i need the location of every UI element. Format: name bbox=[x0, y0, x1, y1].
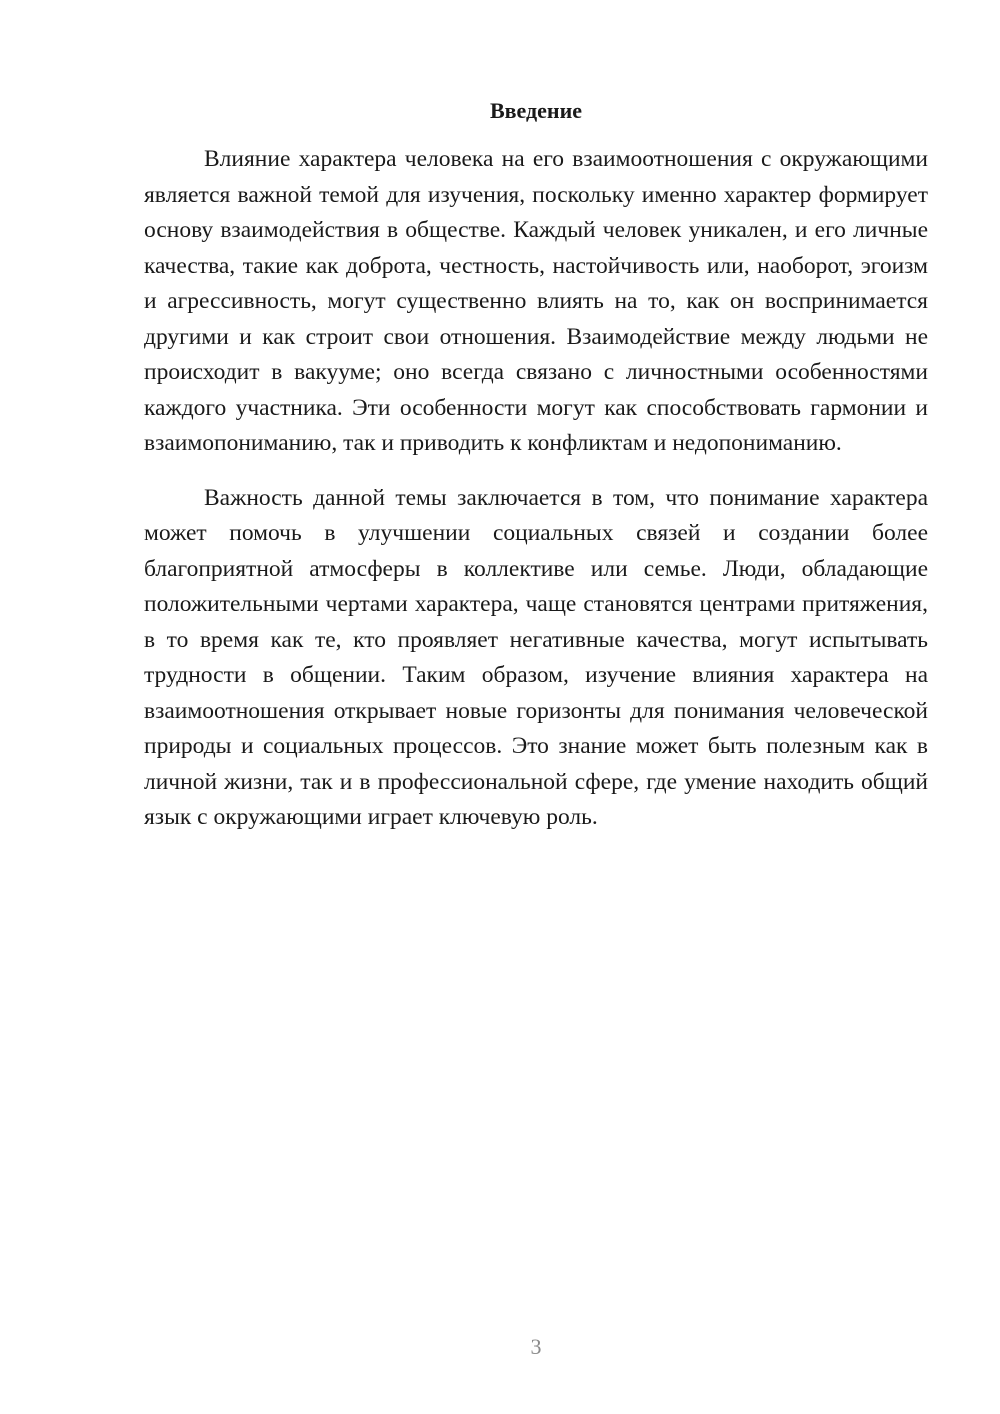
section-title: Введение bbox=[489, 98, 583, 123]
paragraph-2: Важность данной темы заключается в том, что понимание характера может помочь в улучшении социальных связей и создании более благоприятной атмосферы в коллективе или семье. Люди, обладающие положительными чертами характера, чаще становятся центрами притяжения, в то время как те, кто проявляет негативные качества, могут испытывать трудности в общении. Таким образом, изучение влияния характера на взаимоотношения открывает новые горизонты для понимания человеческой природы и социальных процессов. Это знание может быть полезным как в личной жизни, так и в профессиональной сфере, где умение находить общий язык с окружающими играет ключевую роль. bbox=[144, 484, 928, 830]
body-text bbox=[144, 142, 928, 836]
paragraph-1: Влияние характера человека на его взаимоотношения с окружающими является важной темой для изучения, поскольку именно характер формирует основу взаимодействия в обществе. Каждый человек уникален, и его личные качества, такие как доброта, честность, настойчивость или, наоборот, эгоизм и агрессивность, могут существенно влиять на то, как он воспринимается другими и как строит свои отношения. Взаимодействие между людьми не происходит в вакууме; оно всегда связано с личностными особенностями каждого участника. Эти особенности могут как способствовать гармонии и взаимопониманию, так и приводить к конфликтам и недопониманию. bbox=[144, 146, 928, 456]
page-number: 3 bbox=[530, 1334, 542, 1359]
